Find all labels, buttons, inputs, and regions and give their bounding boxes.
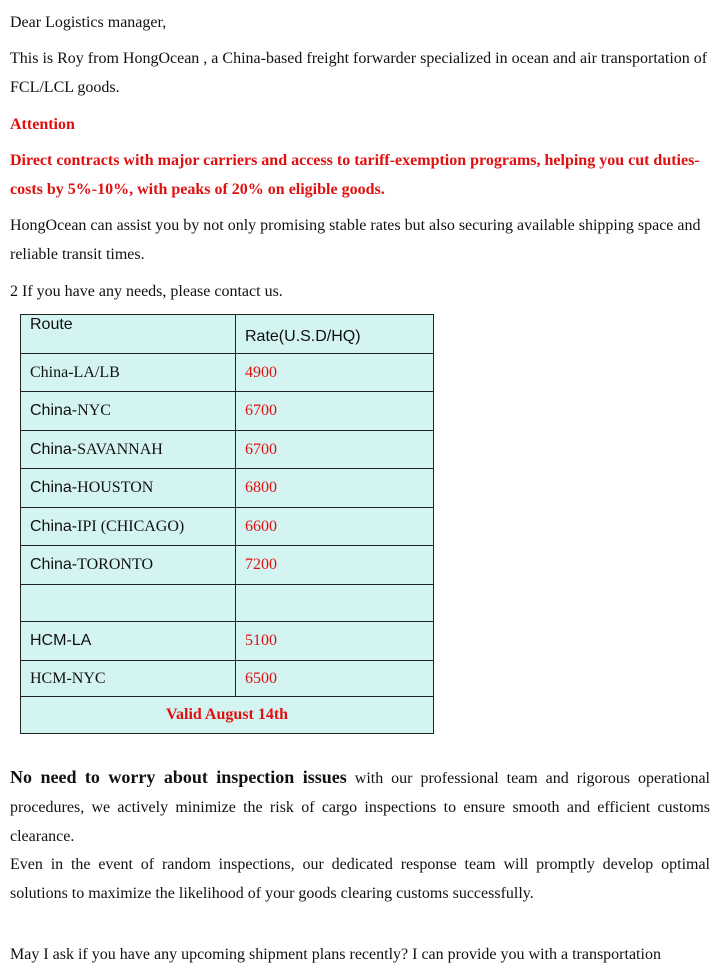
intro-paragraph: This is Roy from HongOcean , a China-based freight forwarder specialized in ocean and air transportation of FCL/LCL goods.: [10, 50, 708, 96]
route-dest: SAVANNAH: [77, 440, 163, 458]
route-dest: HCM-NYC: [30, 669, 106, 687]
header-route: Route: [21, 315, 236, 354]
route-dest: IPI (CHICAGO): [77, 517, 185, 535]
attention-text: Direct contracts with major carriers and access to tariff-exemption programs, helping you cut duties-costs by 5%-10%, with peaks of 20% on eligible goods.: [10, 152, 700, 198]
rate-cell: 6600: [236, 508, 434, 546]
route-cell: China-LA/LB: [30, 363, 120, 381]
table-header-row: [21, 315, 434, 354]
table-row: [21, 622, 434, 661]
rate-cell: 6800: [236, 469, 434, 508]
contact-line: 2 If you have any needs, please contact us.: [10, 283, 283, 300]
rate-cell: 4900: [236, 354, 434, 392]
route-dest: TORONTO: [77, 556, 153, 573]
rate-cell: 6700: [236, 392, 434, 431]
inspection-text: with our professional team and rigorous operational procedures, we actively minimize the risk of cargo inspections to ensure smooth and efficient customs clearance.: [10, 770, 711, 845]
table-row: [21, 508, 434, 546]
route-dest: HOUSTON: [77, 479, 154, 496]
table-row: [21, 546, 434, 585]
header-rate: Rate(U.S.D/HQ): [236, 315, 434, 354]
route-prefix: China-: [30, 479, 78, 496]
valid-note: Valid August 14th: [21, 697, 434, 734]
table-row: [21, 661, 434, 697]
random-inspection-paragraph: Even in the event of random inspections, our dedicated response team will promptly develop optimal solutions to maximize the likelihood of your goods clearing customs successfully.: [10, 856, 710, 902]
assist-paragraph: HongOcean can assist you by not only promising stable rates but also securing available shipping space and reliable transit times.: [10, 217, 701, 263]
route-prefix: China-: [30, 440, 78, 458]
rate-cell: 5100: [236, 622, 434, 661]
route-prefix: HCM-LA: [30, 632, 92, 649]
table-row: [21, 431, 434, 469]
rate-cell: 7200: [236, 546, 434, 585]
greeting: Dear Logistics manager,: [10, 14, 167, 31]
table-row-empty: [21, 585, 434, 622]
rate-table: [20, 314, 434, 734]
attention-label: Attention: [10, 116, 75, 133]
route-prefix: China-: [30, 402, 78, 419]
route-prefix: China-: [30, 556, 78, 573]
route-prefix: China-: [30, 517, 78, 535]
rate-cell: 6700: [236, 431, 434, 469]
table-row: [21, 392, 434, 431]
table-footer-row: [21, 697, 434, 734]
closing-paragraph: May I ask if you have any upcoming shipment plans recently? I can provide you with a transportation: [10, 946, 661, 963]
rate-cell: 6500: [236, 661, 434, 697]
inspection-lead: No need to worry about inspection issues: [10, 767, 347, 787]
route-dest: NYC: [77, 402, 111, 419]
inspection-paragraph: [10, 763, 710, 851]
table-row: [21, 354, 434, 392]
table-row: [21, 469, 434, 508]
